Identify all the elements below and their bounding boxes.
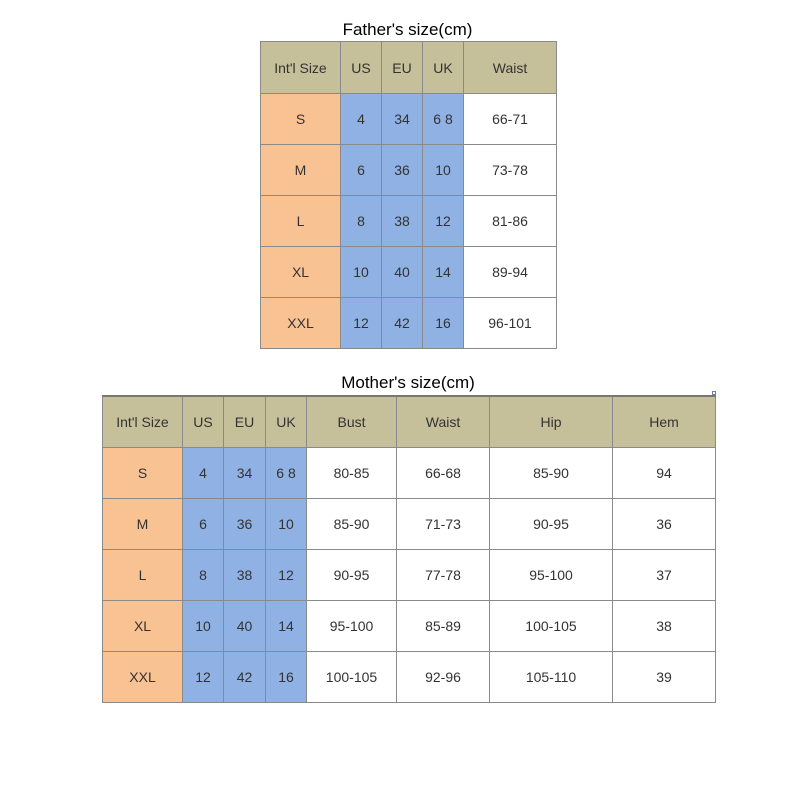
table-row — [103, 498, 716, 549]
father-header-row — [261, 42, 557, 94]
cell-bust: 90-95 — [307, 549, 397, 600]
header-waist: Waist — [397, 396, 490, 447]
table-row — [103, 600, 716, 651]
cell-intl-size: S — [103, 447, 183, 498]
cell-eu: 38 — [382, 196, 423, 247]
table-row — [261, 298, 557, 349]
cell-intl-size: M — [103, 498, 183, 549]
cell-eu: 40 — [382, 247, 423, 298]
table-row — [261, 196, 557, 247]
cell-us: 12 — [341, 298, 382, 349]
header-us: US — [183, 396, 224, 447]
cell-waist: 89-94 — [464, 247, 557, 298]
cell-waist: 96-101 — [464, 298, 557, 349]
cell-waist: 66-71 — [464, 94, 557, 145]
cell-eu: 34 — [382, 94, 423, 145]
father-size-body — [261, 42, 557, 349]
cell-eu: 34 — [224, 447, 266, 498]
cell-hip: 105-110 — [490, 651, 613, 702]
cell-us: 12 — [183, 651, 224, 702]
cell-uk: 6 8 — [423, 94, 464, 145]
cell-us: 8 — [183, 549, 224, 600]
cell-hip: 85-90 — [490, 447, 613, 498]
cell-bust: 85-90 — [307, 498, 397, 549]
cell-us: 4 — [183, 447, 224, 498]
cell-intl-size: XXL — [261, 298, 341, 349]
cell-bust: 95-100 — [307, 600, 397, 651]
cell-us: 6 — [183, 498, 224, 549]
cell-intl-size: L — [261, 196, 341, 247]
cell-uk: 14 — [266, 600, 307, 651]
mother-header-row — [103, 396, 716, 447]
cell-eu: 36 — [382, 145, 423, 196]
cell-hem: 37 — [613, 549, 716, 600]
cell-waist: 81-86 — [464, 196, 557, 247]
cell-hem: 36 — [613, 498, 716, 549]
cell-intl-size: S — [261, 94, 341, 145]
father-size-table — [260, 41, 557, 349]
cell-eu: 42 — [382, 298, 423, 349]
cell-intl-size: XL — [103, 600, 183, 651]
mother-size-body — [103, 396, 716, 702]
mother-size-table — [102, 395, 716, 703]
header-hem: Hem — [613, 396, 716, 447]
cell-uk: 12 — [423, 196, 464, 247]
cell-intl-size: XL — [261, 247, 341, 298]
cell-uk: 10 — [266, 498, 307, 549]
table-row — [261, 247, 557, 298]
header-waist: Waist — [464, 42, 557, 94]
cell-hip: 90-95 — [490, 498, 613, 549]
table-row — [261, 145, 557, 196]
cell-hip: 100-105 — [490, 600, 613, 651]
cell-us: 8 — [341, 196, 382, 247]
cell-us: 6 — [341, 145, 382, 196]
table-row — [103, 651, 716, 702]
header-bust: Bust — [307, 396, 397, 447]
cell-intl-size: L — [103, 549, 183, 600]
header-hip: Hip — [490, 396, 613, 447]
cell-us: 10 — [341, 247, 382, 298]
father-size-title: Father's size(cm) — [342, 20, 473, 39]
cell-uk: 6 8 — [266, 447, 307, 498]
cell-uk: 14 — [423, 247, 464, 298]
cell-uk: 16 — [423, 298, 464, 349]
table-row — [261, 94, 557, 145]
header-us: US — [341, 42, 382, 94]
cell-eu: 38 — [224, 549, 266, 600]
cell-bust: 100-105 — [307, 651, 397, 702]
cell-uk: 10 — [423, 145, 464, 196]
cell-waist: 77-78 — [397, 549, 490, 600]
header-eu: EU — [224, 396, 266, 447]
cell-hem: 94 — [613, 447, 716, 498]
cell-waist: 66-68 — [397, 447, 490, 498]
cell-waist: 73-78 — [464, 145, 557, 196]
mother-size-title: Mother's size(cm) — [341, 373, 475, 392]
header-uk: UK — [266, 396, 307, 447]
cell-uk: 12 — [266, 549, 307, 600]
header-intl-size: Int'l Size — [103, 396, 183, 447]
cell-intl-size: XXL — [103, 651, 183, 702]
cell-hem: 39 — [613, 651, 716, 702]
cell-eu: 40 — [224, 600, 266, 651]
cell-intl-size: M — [261, 145, 341, 196]
cell-uk: 16 — [266, 651, 307, 702]
cell-waist: 71-73 — [397, 498, 490, 549]
cell-us: 4 — [341, 94, 382, 145]
cell-us: 10 — [183, 600, 224, 651]
header-eu: EU — [382, 42, 423, 94]
table-row — [103, 447, 716, 498]
cell-eu: 42 — [224, 651, 266, 702]
cell-eu: 36 — [224, 498, 266, 549]
cell-waist: 85-89 — [397, 600, 490, 651]
header-intl-size: Int'l Size — [261, 42, 341, 94]
table-row — [103, 549, 716, 600]
cell-bust: 80-85 — [307, 447, 397, 498]
cell-waist: 92-96 — [397, 651, 490, 702]
header-uk: UK — [423, 42, 464, 94]
cell-hip: 95-100 — [490, 549, 613, 600]
cell-hem: 38 — [613, 600, 716, 651]
